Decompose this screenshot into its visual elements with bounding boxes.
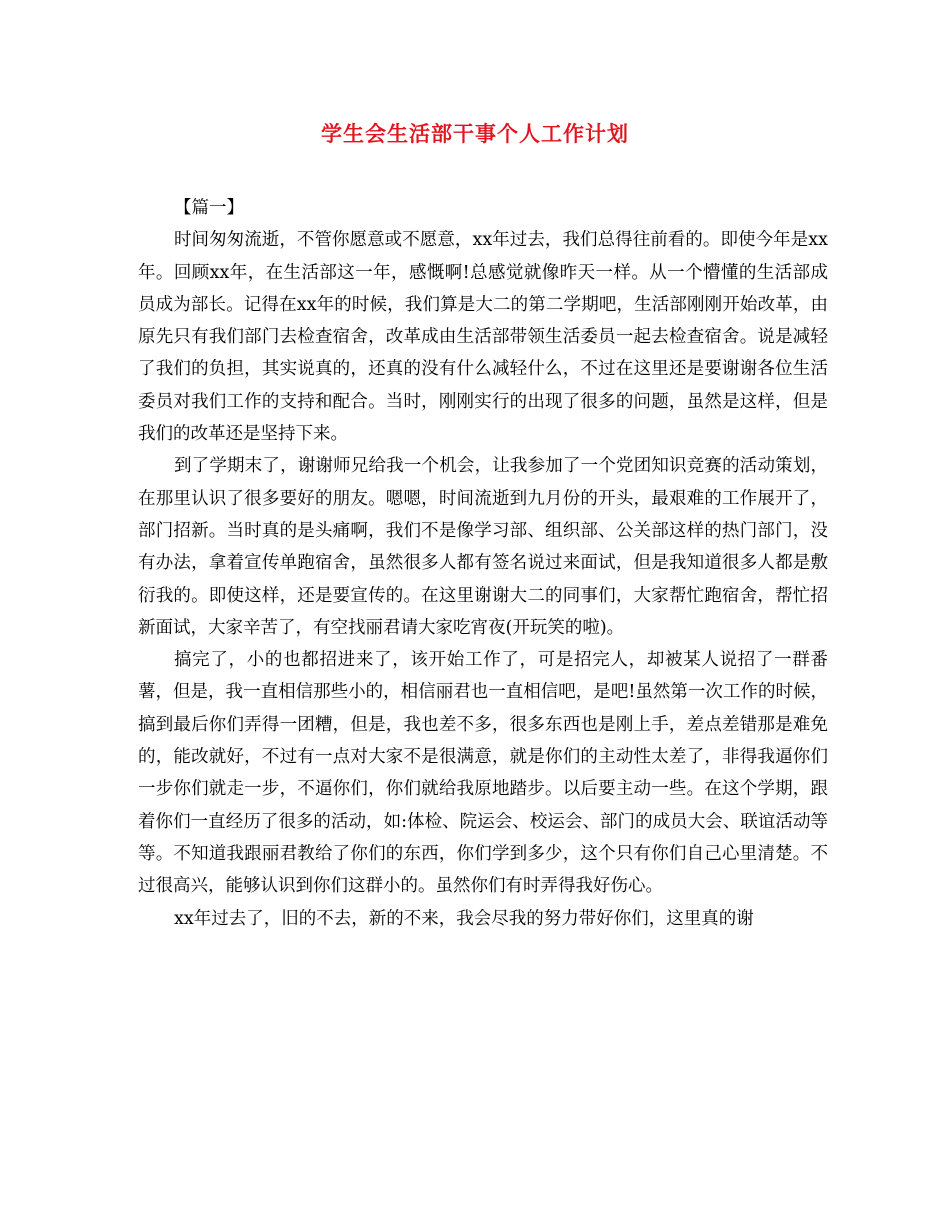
paragraph: 搞完了，小的也都招进来了，该开始工作了，可是招完人，却被某人说招了一群番薯，但是，我一直相信那些小的，相信丽君也一直相信吧，是吧!虽然第一次工作的时候，搞到最后你们弄得一团糟，但是，我也差不多，很多东西也是刚上手，差点差错那是难免的，能改就好，不过有一点对大家不是很满意，就是你们的主动性太差了，非得我逼你们一步你们就走一步，不逼你们，你们就给我原地踏步。以后要主动一些。在这个学期，跟着你们一直经历了很多的活动，如:体检、院运会、校运会、部门的成员大会、联谊活动等等。不知道我跟丽君教给了你们的东西，你们学到多少，这个只有你们自己心里清楚。不过很高兴，能够认识到你们这群小的。虽然你们有时弄得我好伤心。 <box>138 650 828 897</box>
document-body <box>138 192 828 935</box>
paragraph: 到了学期末了，谢谢师兄给我一个机会，让我参加了一个党团知识竞赛的活动策划，在那里认识了很多要好的朋友。嗯嗯，时间流逝到九月份的开头，最艰难的工作展开了，部门招新。当时真的是头痛啊，我们不是像学习部、组织部、公关部这样的热门部门，没有办法，拿着宣传单跑宿舍，虽然很多人都有签名说过来面试，但是我知道很多人都是敷衍我的。即使这样，还是要宣传的。在这里谢谢大二的同事们，大家帮忙跑宿舍，帮忙招新面试，大家辛苦了，有空找丽君请大家吃宵夜(开玩笑的啦)。 <box>138 456 828 638</box>
section-label: 【篇一】 <box>174 198 244 218</box>
paragraph: 时间匆匆流逝，不管你愿意或不愿意，xx年过去，我们总得往前看的。即使今年是xx年。回顾xx年，在生活部这一年，感慨啊!总感觉就像昨天一样。从一个懵懂的生活部成员成为部长。记得在xx年的时候，我们算是大二的第二学期吧，生活部刚刚开始改革，由原先只有我们部门去检查宿舍，改革成由生活部带领生活委员一起去检查宿舍。说是减轻了我们的负担，其实说真的，还真的没有什么减轻什么，不过在这里还是要谢谢各位生活委员对我们工作的支持和配合。当时，刚刚实行的出现了很多的问题，虽然是这样，但是我们的改革还是坚持下来。 <box>138 230 828 445</box>
paragraph: xx年过去了，旧的不去，新的不来，我会尽我的努力带好你们，这里真的谢 <box>174 908 754 929</box>
document-title: 学生会生活部干事个人工作计划 <box>321 121 629 146</box>
